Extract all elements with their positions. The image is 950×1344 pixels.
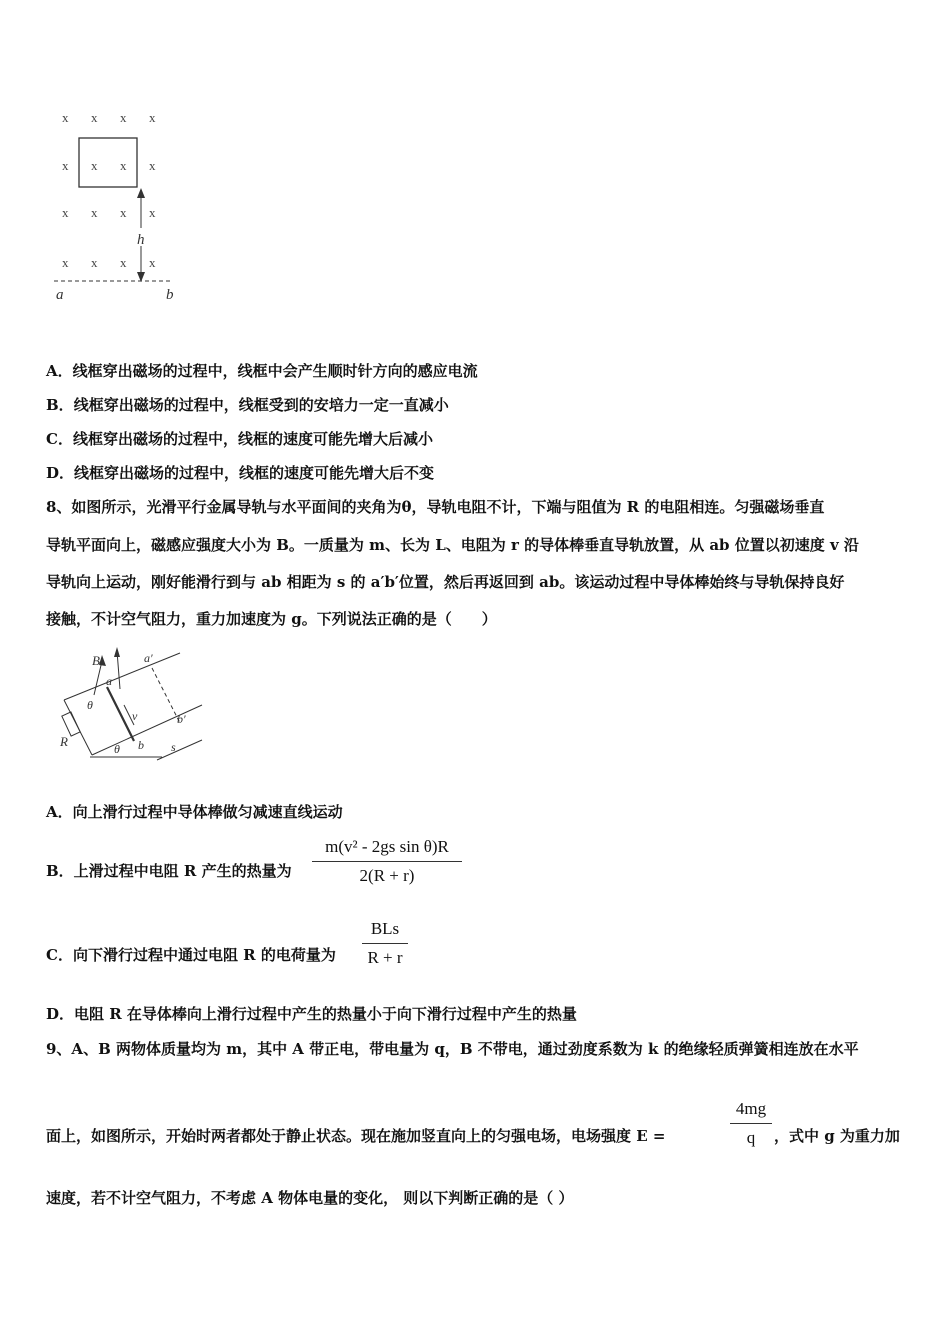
q8-stem-line2: 导轨平面向上，磁感应强度大小为 B。一质量为 m、长为 L、电阻为 r 的导体棒垂直导轨放置，从 ab 位置以初速度 v 沿	[46, 536, 859, 554]
rail-upper	[64, 653, 180, 700]
q7-option-a: A．线框穿出磁场的过程中，线框中会产生顺时针方向的感应电流	[46, 362, 478, 380]
q8-option-a: A．向上滑行过程中导体棒做匀减速直线运动	[46, 803, 343, 821]
q7-option-c: C．线框穿出磁场的过程中，线框的速度可能先增大后减小	[46, 430, 433, 448]
label-R: R	[60, 734, 68, 749]
q7-figure	[40, 100, 200, 310]
q8-figure	[52, 645, 212, 770]
fraction-denominator: q	[746, 1128, 756, 1147]
q8-option-d: D．电阻 R 在导体棒向上滑行过程中产生的热量小于向下滑行过程中产生的热量	[46, 1005, 577, 1023]
q9-stem-line1: 9、A、B 两物体质量均为 m，其中 A 带正电，带电量为 q，B 不带电，通过劲度系数为 k 的绝缘轻质弹簧相连放在水平	[46, 1040, 859, 1058]
q7-option-d: D．线框穿出磁场的过程中，线框的速度可能先增大后不变	[46, 464, 435, 482]
field-mark: x	[62, 110, 69, 125]
field-mark: x	[149, 205, 156, 220]
distance-s	[157, 740, 202, 760]
field-mark: x	[91, 205, 98, 220]
field-mark: x	[120, 205, 127, 220]
field-mark: x	[91, 110, 98, 125]
q9-stem-line2-pre: 面上，如图所示，开始时两者都处于静止状态。现在施加竖直向上的匀强电场，电场强度 E =	[46, 1127, 666, 1145]
q9-stem-line3: 速度，若不计空气阻力，不考虑 A 物体电量的变化， 则以下判断正确的是（ ）	[46, 1189, 574, 1207]
fraction-numerator: m(v² - 2gs sin θ)R	[325, 837, 449, 856]
label-v: v	[132, 709, 138, 723]
resistor	[62, 712, 80, 736]
fraction-denominator: R + r	[367, 948, 403, 967]
fraction-bar	[312, 861, 462, 862]
label-a-prime: a′	[144, 651, 153, 665]
field-mark: x	[62, 205, 69, 220]
arrow-head-up	[137, 188, 145, 198]
field-mark: x	[149, 255, 156, 270]
fraction-bar	[730, 1123, 772, 1124]
fraction-bar	[362, 943, 408, 944]
q8-stem-line3: 导轨向上运动，刚好能滑行到与 ab 相距为 s 的 a′b′位置，然后再返回到 ab。该运动过程中导体棒始终与导轨保持良好	[46, 573, 845, 591]
fraction-denominator: 2(R + r)	[359, 866, 415, 885]
field-mark: x	[120, 158, 127, 173]
rod-ab	[107, 687, 134, 741]
q8-option-b: B．上滑过程中电阻 R 产生的热量为	[46, 862, 292, 880]
rod-aprime-bprime	[152, 668, 180, 723]
fraction-numerator: 4mg	[735, 1099, 767, 1118]
field-mark: x	[120, 255, 127, 270]
q8-option-b-fraction	[312, 836, 462, 887]
q9-field-fraction	[730, 1098, 772, 1149]
wire-frame	[79, 138, 137, 187]
label-s: s	[171, 740, 176, 754]
fraction-numerator: BLs	[370, 919, 400, 938]
field-mark: x	[91, 255, 98, 270]
field-mark: x	[62, 255, 69, 270]
q8-option-c: C．向下滑行过程中通过电阻 R 的电荷量为	[46, 946, 336, 964]
label-B: B	[92, 653, 100, 668]
field-mark: x	[149, 110, 156, 125]
field-mark: x	[91, 158, 98, 173]
label-b: b	[166, 287, 174, 303]
q9-stem-line2-post: ，式中 g 为重力加	[774, 1127, 900, 1145]
q8-option-c-fraction	[362, 918, 408, 969]
label-a: a	[56, 287, 64, 303]
label-theta: θ	[87, 698, 93, 712]
field-mark: x	[149, 158, 156, 173]
label-h: h	[137, 232, 145, 248]
q8-stem-line4: 接触，不计空气阻力，重力加速度为 g。下列说法正确的是（ ）	[46, 610, 497, 628]
field-mark: x	[120, 110, 127, 125]
label-theta-2: θ	[114, 742, 120, 756]
q7-option-b: B．线框穿出磁场的过程中，线框受到的安培力一定一直减小	[46, 396, 449, 414]
field-mark: x	[62, 158, 69, 173]
label-b-prime: b′	[177, 712, 186, 726]
q8-stem-line1: 8、如图所示，光滑平行金属导轨与水平面间的夹角为θ，导轨电阻不计，下端与阻值为 R 的电阻相连。匀强磁场垂直	[46, 498, 825, 516]
label-b: b	[138, 738, 144, 752]
label-a: a	[106, 674, 112, 688]
